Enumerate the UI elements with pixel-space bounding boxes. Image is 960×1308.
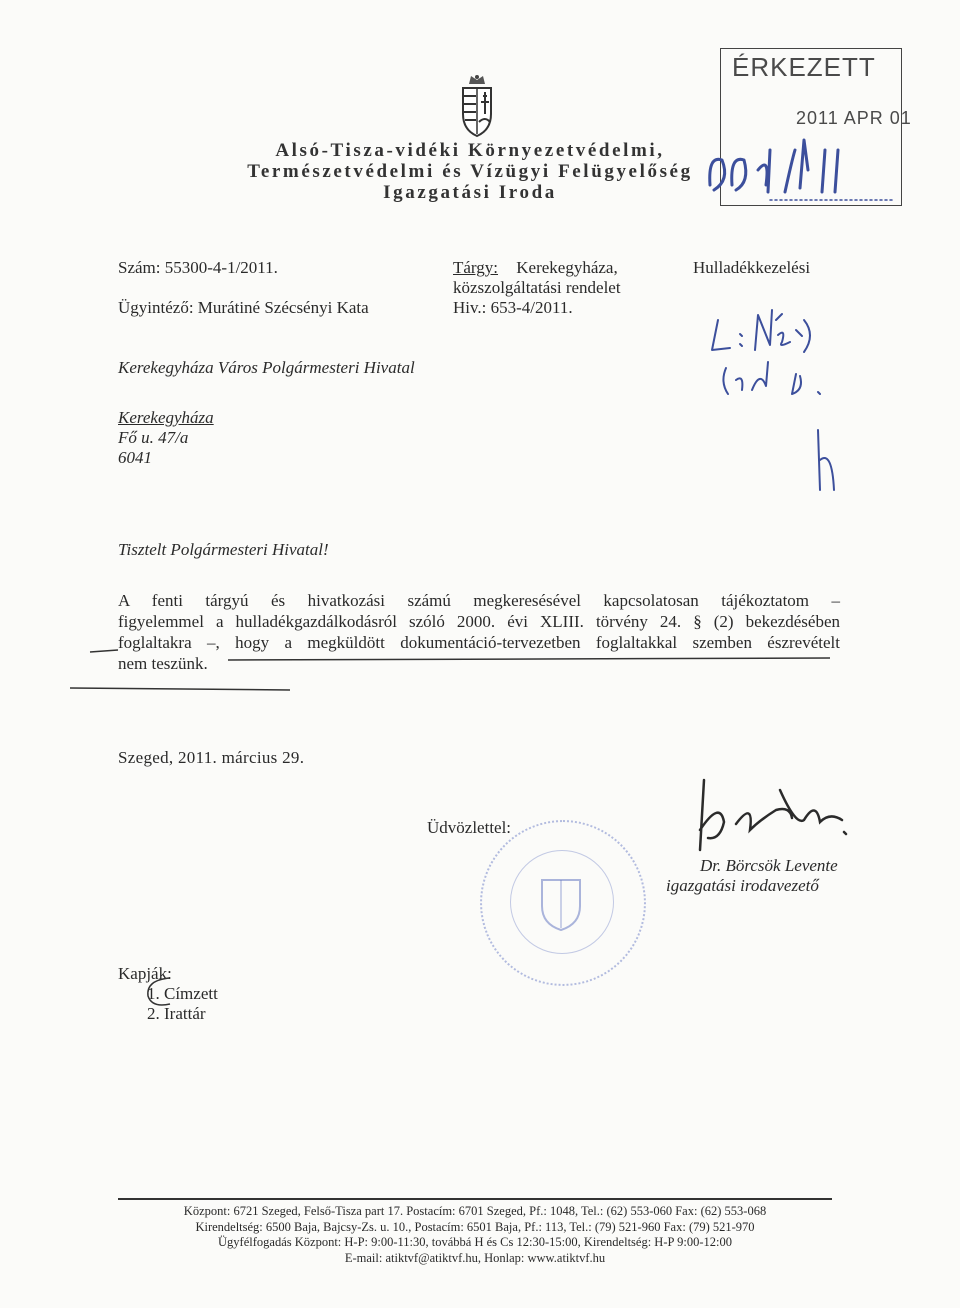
agency-line-1: Alsó-Tisza-vidéki Környezetvédelmi, <box>275 140 665 161</box>
subject-line-2: közszolgáltatási rendelet <box>453 278 621 297</box>
recipient-city: Kerekegyháza <box>118 408 214 427</box>
received-stamp-date: 2011 APR 01 <box>796 108 912 128</box>
body-line-3: foglaltakra –, hogy a megküldött dokumentáció-tervezetben foglaltakkal szemben észrevételt <box>118 633 840 652</box>
agency-heading <box>220 140 720 203</box>
coat-of-arms-icon <box>457 74 497 138</box>
recipient-street: Fő u. 47/a <box>118 428 189 447</box>
signer-title: igazgatási irodavezető <box>666 876 819 895</box>
document-number: Szám: 55300-4-1/2011. <box>118 258 278 277</box>
footer-line-2: Kirendeltség: 6500 Baja, Bajcsy-Zs. u. 10., Postacím: 6501 Baja, Pf.: 113, Tel.: (79) 521-960 Fax: (79) 521-970 <box>195 1219 755 1234</box>
copies-item-2: 2. Irattár <box>147 1004 206 1023</box>
agency-line-2: Természetvédelmi és Vízügyi Felügyelőség <box>247 161 693 182</box>
signer-name: Dr. Börcsök Levente <box>700 856 838 875</box>
body-line-2: figyelemmel a hulladékgazdálkodásról szóló 2000. évi XLIII. törvény 24. § (2) bekezdésében <box>118 612 840 631</box>
subject-label: Tárgy: <box>453 258 499 277</box>
reference-number: Hiv.: 653-4/2011. <box>453 298 573 317</box>
subject-line-1-continued: Hulladékkezelési <box>693 258 811 277</box>
handwritten-registration-number <box>700 130 900 210</box>
copies-item-1: 1. Címzett <box>147 984 218 1003</box>
footer-line-3: Ügyfélfogadás Központ: H-P: 9:00-11:30, továbbá H és Cs 12:30-15:00, Kirendeltség: H-P 9:00-12:00 <box>218 1235 732 1249</box>
body-line-4: nem teszünk. <box>118 654 208 673</box>
footer-line-1: Központ: 6721 Szeged, Felső-Tisza part 17. Postacím: 6701 Szeged, Pf.: 1048, Tel.: (62) 553-060 Fax: (62) 553-068 <box>183 1204 767 1218</box>
recipient-name: Kerekegyháza Város Polgármesteri Hivatal <box>118 358 415 377</box>
seal-coat-of-arms-icon <box>538 872 584 932</box>
footer-contact <box>118 1198 832 1266</box>
closing: Üdvözlettel: <box>427 818 512 837</box>
handwritten-note <box>700 290 880 510</box>
clerk-name: Ügyintéző: Murátiné Szécsényi Kata <box>118 298 369 317</box>
handwritten-circle <box>140 972 200 1012</box>
agency-line-3: Igazgatási Iroda <box>383 182 557 203</box>
salutation: Tisztelt Polgármesteri Hivatal! <box>118 540 329 559</box>
handwritten-underline <box>60 630 860 700</box>
copies-label: Kapják: <box>118 964 172 983</box>
body-line-1: A fenti tárgyú és hivatkozási számú megkeresésével kapcsolatosan tájékoztatom – <box>118 591 840 610</box>
signature <box>680 760 880 860</box>
subject-line-1: Kerekegyháza, <box>516 258 618 277</box>
footer-line-4: E-mail: atiktvf@atiktvf.hu, Honlap: www.atiktvf.hu <box>344 1250 606 1265</box>
received-stamp-title: ÉRKEZETT <box>732 52 876 82</box>
recipient-zip: 6041 <box>118 448 152 467</box>
place-date: Szeged, 2011. március 29. <box>118 748 305 767</box>
